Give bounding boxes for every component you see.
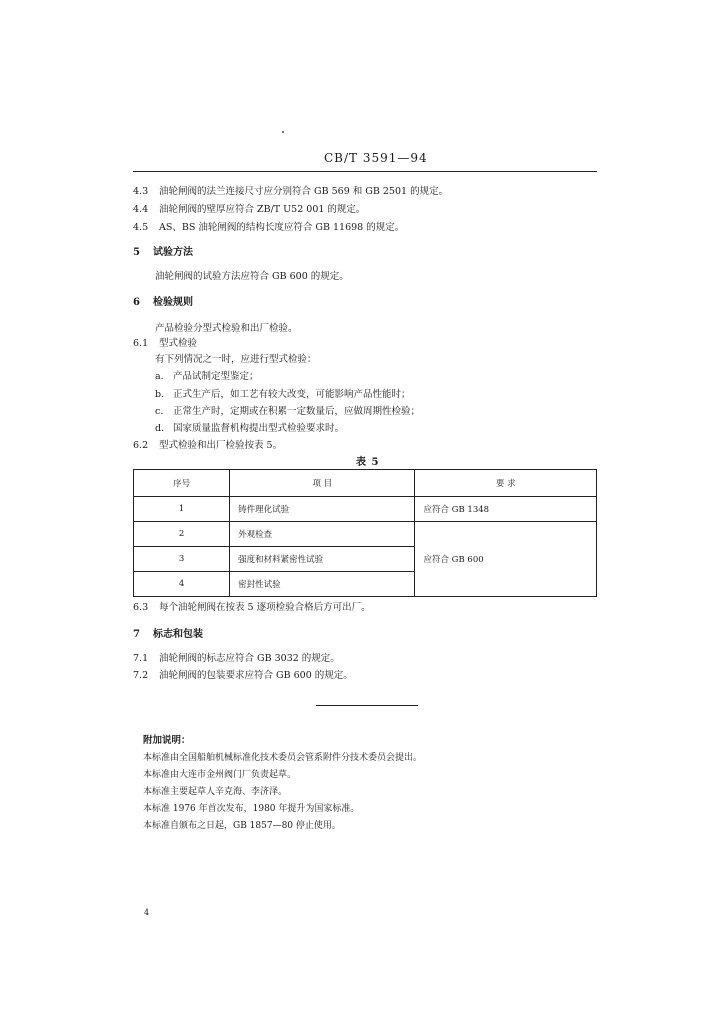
list-text: 国家质量监督机构提出型式检验要求时。 [173,423,345,434]
notes-line: 本标准主要起草人辛克海、李济泽。 [143,787,288,797]
list-letter: a. [155,371,164,382]
clause-number: 4.3 [133,186,149,197]
section-6-body: 产品检验分型式检验和出厂检验。 [155,323,298,334]
list-text: 产品试制定型鉴定； [173,371,259,382]
page-number: 4 [144,908,150,917]
notes-line: 本标准由全国船舶机械标准化技术委员会管系附件分技术委员会提出。 [143,753,423,763]
row-item: 密封性试验 [230,572,415,597]
clause-number: 7.1 [133,653,149,664]
list-item-d [155,420,344,434]
row-requirement-merged: 应符合 GB 600 [415,522,597,597]
clause-text: 油轮闸阀的壁厚应符合 ZB/T U52 001 的规定。 [159,204,366,215]
clause-number: 6.2 [133,440,149,451]
clause-text: 油轮闸阀的标志应符合 GB 3032 的规定。 [159,653,340,664]
clause-6-3 [133,599,371,613]
header-no: 序号 [134,470,230,497]
clause-6-1-intro: 有下列情况之一时，应进行型式检验： [155,354,317,365]
clause-6-1-heading [133,335,197,349]
clause-text: 型式检验和出厂检验按表 5。 [159,440,283,451]
clause-6-2 [133,437,282,451]
section-5-body: 油轮闸阀的试验方法应符合 GB 600 的规定。 [155,271,349,282]
section-title: 标志和包装 [153,629,203,640]
scan-speck [282,131,284,133]
header-item: 项 目 [230,470,415,497]
list-text: 正式生产后，如工艺有较大改变，可能影响产品性能时； [173,389,411,400]
table-5 [133,469,597,597]
clause-7-2 [133,667,353,681]
list-text: 正常生产时，定期或在积累一定数量后，应做周期性检验； [173,406,421,417]
table-row [134,522,597,547]
clause-7-1 [133,650,340,664]
clause-number: 4.4 [133,204,149,215]
clause-4-5 [133,219,404,233]
section-number: 5 [133,247,140,258]
header-rule [133,171,597,172]
clause-4-4 [133,201,365,215]
row-item: 铸件理化试验 [230,497,415,522]
row-requirement: 应符合 GB 1348 [415,497,597,522]
clause-text: AS、BS 油轮闸阀的结构长度应符合 GB 11698 的规定。 [159,222,405,233]
list-item-a [155,368,259,382]
section-title: 试验方法 [153,247,193,258]
clause-text: 油轮闸阀的包装要求应符合 GB 600 的规定。 [159,670,353,681]
section-7-heading [133,625,203,640]
header-requirement: 要 求 [415,470,597,497]
section-5-heading [133,243,193,258]
row-no: 3 [134,547,230,572]
clause-number: 4.5 [133,222,149,233]
list-item-c [155,403,420,417]
end-rule [316,705,418,706]
clause-title: 型式检验 [159,338,198,349]
clause-number: 6.1 [133,338,149,349]
list-letter: b. [155,389,165,400]
table-caption: 表 5 [356,457,380,468]
row-item: 外观检查 [230,522,415,547]
list-letter: d. [155,423,165,434]
standard-code-header: CB/T 3591—94 [324,151,428,165]
row-no: 1 [134,497,230,522]
section-title: 检验规则 [153,297,193,308]
notes-line: 本标准自颁布之日起，GB 1857—80 停止使用。 [143,821,341,831]
section-number: 7 [133,629,140,640]
notes-title: 附加说明： [143,735,191,746]
list-letter: c. [155,406,164,417]
clause-number: 7.2 [133,670,149,681]
row-no: 4 [134,572,230,597]
list-item-b [155,386,411,400]
clause-text: 每个油轮闸阀在按表 5 逐项检验合格后方可出厂。 [159,602,371,613]
section-6-heading [133,293,193,308]
table-header-row [134,470,597,497]
row-item: 强度和材料紧密性试验 [230,547,415,572]
clause-4-3 [133,183,448,197]
clause-number: 6.3 [133,602,149,613]
row-no: 2 [134,522,230,547]
notes-line: 本标准 1976 年首次发布，1980 年提升为国家标准。 [143,804,360,814]
clause-text: 油轮闸阀的法兰连接尺寸应分别符合 GB 569 和 GB 2501 的规定。 [159,186,449,197]
notes-line: 本标准由大连市金州阀门厂负责起草。 [143,770,297,780]
section-number: 6 [133,297,140,308]
table-row [134,497,597,522]
